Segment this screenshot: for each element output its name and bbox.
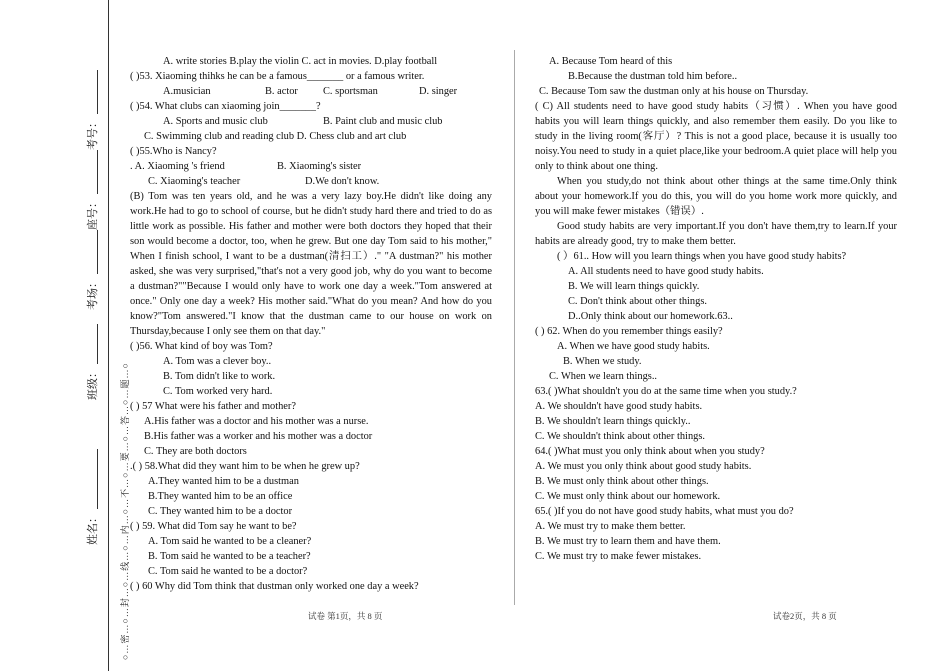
- option-c: C. When we learn things..: [549, 371, 658, 382]
- option-a: . A. Xiaoming 's friend: [130, 161, 225, 172]
- seat-number-field: [84, 150, 100, 230]
- option-a: A.musician: [163, 86, 211, 97]
- question-63: 63.( )What shouldn't you do at the same time when you study.?: [535, 386, 797, 397]
- right-page: [535, 54, 897, 564]
- binding-line: [108, 0, 109, 671]
- left-page: [130, 54, 492, 594]
- option-b: B.His father was a worker and his mother was a doctor: [144, 431, 373, 442]
- seal-line-text: ○…密…○…封…○…线…○…内…○…不…○…要…○…答…○…题…○: [120, 362, 130, 660]
- option-c: C. Don't think about other things.: [568, 296, 707, 307]
- option-c: C. We must only think about our homework.: [535, 491, 721, 502]
- option-b: B. Paint club and music club: [323, 116, 443, 127]
- option-c: C. Because Tom saw the dustman only at his house on Thursday.: [539, 86, 809, 97]
- class-field: [84, 324, 100, 400]
- question-57: ( ) 57 What were his father and mother?: [130, 401, 296, 412]
- option-line: [130, 84, 492, 99]
- option-b: B. We shouldn't learn things quickly..: [535, 416, 691, 427]
- binding-margin: [0, 0, 130, 671]
- passage-c-paragraph-1: ( C) All students need to have good study habits（习惯）. When you have good habits you will learn things quickly, and also remember them easily. Do you like to study in the living room(客厅）? This is not a good place, because it is usually too noisy.You need to study in a quiet place,like your bedroom.A quiet place will help you only to think about one thing.: [535, 101, 897, 172]
- seat-number-label: 座号：: [87, 197, 99, 230]
- option-a: A. Sports and music club: [163, 116, 268, 127]
- passage-c-paragraph-3: Good study habits are very important.If you don't have them,try to learn.If your habits are already good, try to make them better.: [535, 221, 897, 247]
- option-b: B. We must try to learn them and have them.: [535, 536, 721, 547]
- option-b: B. We will learn things quickly.: [568, 281, 700, 292]
- exam-number-label: 考号：: [87, 117, 99, 150]
- option-b: B. Tom said he wanted to be a teacher?: [148, 551, 311, 562]
- page-divider: [514, 50, 515, 605]
- exam-room-label: 考场：: [87, 277, 99, 310]
- option-d: D..Only think about our homework.63..: [568, 311, 733, 322]
- option-line: [130, 114, 492, 129]
- option-a: A. We must try to make them better.: [535, 521, 686, 532]
- passage-b: (B) Tom was ten years old, and he was a very lazy boy.He didn't like doing any work.He had to go to school of course, but he didn't study hard there and tried to do as little work as possible. His father and mother were both doctors they hoped that their son would become a doctor, too, when he grew. But one day Tom said to his mother," When I finish school, I want to be a dustman(清扫工）." "A dustman?" his mother asked, she was very surprised,"that's not a very good job, why do you want to become a dustman?""Because I would only have to work one day a week."Tom answered at once." Only one day a week? His mother said."What do you mean? And how do you know?"Tom answered."I know that the dustman came to our house on work on Thursday,because I only see them on that day.": [130, 191, 492, 337]
- question-53: ( )53. Xiaoming thihks he can be a famous_______ or a famous writer.: [130, 71, 425, 82]
- option-d: D. singer: [419, 86, 458, 97]
- option-b: B. Xiaoming's sister: [277, 161, 362, 172]
- question-64: 64.( )What must you only think about when you study?: [535, 446, 765, 457]
- question-62: ( ) 62. When do you remember things easily?: [535, 326, 723, 337]
- option-c: C. Tom worked very hard.: [163, 386, 273, 397]
- option-line: [130, 159, 492, 174]
- option-c: C. They wanted him to be a doctor: [148, 506, 293, 517]
- option-c: C. We shouldn't think about other things.: [535, 431, 705, 442]
- question-59: ( ) 59. What did Tom say he want to be?: [130, 521, 297, 532]
- option-b: B. When we study.: [563, 356, 642, 367]
- passage-c-paragraph-2: When you study,do not think about other things at the same time.Only think about your homework.If you do this, you will do you home work more quickly, and you will make fewer mistakes（错误）.: [535, 176, 897, 217]
- question-56: ( )56. What kind of boy was Tom?: [130, 341, 273, 352]
- option-b: B. Tom didn't like to work.: [163, 371, 276, 382]
- option-c: C. They are both doctors: [144, 446, 247, 457]
- option-b: B.They wanted him to be an office: [148, 491, 293, 502]
- page-footer-left: 试卷 第1页，共 8 页: [308, 611, 383, 621]
- exam-room-field: [84, 230, 100, 310]
- option-a: A. Because Tom heard of this: [549, 56, 673, 67]
- option-c: C. We must try to make fewer mistakes.: [535, 551, 702, 562]
- option-c: C. sportsman: [323, 86, 378, 97]
- question-55: ( )55.Who is Nancy?: [130, 146, 217, 157]
- exam-number-field: [84, 70, 100, 150]
- option-line: A. write stories B.play the violin C. act in movies. D.play football: [163, 56, 438, 67]
- option-a: A. All students need to have good study habits.: [568, 266, 764, 277]
- option-c: C. Tom said he wanted to be a doctor?: [148, 566, 308, 577]
- option-a: A. We must you only think about good study habits.: [535, 461, 752, 472]
- name-label: 姓名：: [87, 512, 99, 545]
- option-a: A. Tom said he wanted to be a cleaner?: [148, 536, 312, 547]
- question-58: .( ) 58.What did they want him to be when he grew up?: [130, 461, 360, 472]
- option-a: A. We shouldn't have good study habits.: [535, 401, 703, 412]
- question-60: ( ) 60 Why did Tom think that dustman only worked one day a week?: [130, 581, 419, 592]
- class-label: 班级：: [87, 367, 99, 400]
- option-a: A. When we have good study habits.: [557, 341, 710, 352]
- name-field: [84, 449, 100, 545]
- option-a: A.They wanted him to be a dustman: [148, 476, 299, 487]
- question-54: ( )54. What clubs can xiaoming join_______?: [130, 101, 321, 112]
- option-b: B. We must only think about other things.: [535, 476, 709, 487]
- option-line: [130, 174, 492, 189]
- option-b: B. actor: [265, 86, 298, 97]
- option-d: D.We don't know.: [305, 176, 380, 187]
- question-65: 65.( )If you do not have good study habits, what must you do?: [535, 506, 794, 517]
- option-a: A. Tom was a clever boy..: [163, 356, 272, 367]
- page-footer-right: 试卷2页，共 8 页: [773, 611, 837, 621]
- question-61: ( ）61.. How will you learn things when you have good study habits?: [557, 251, 847, 262]
- option-c: C. Xiaoming's teacher: [148, 176, 241, 187]
- option-b: B.Because the dustman told him before..: [568, 71, 738, 82]
- option-a: A.His father was a doctor and his mother was a nurse.: [144, 416, 369, 427]
- option-line: C. Swimming club and reading club D. Chess club and art club: [144, 131, 407, 142]
